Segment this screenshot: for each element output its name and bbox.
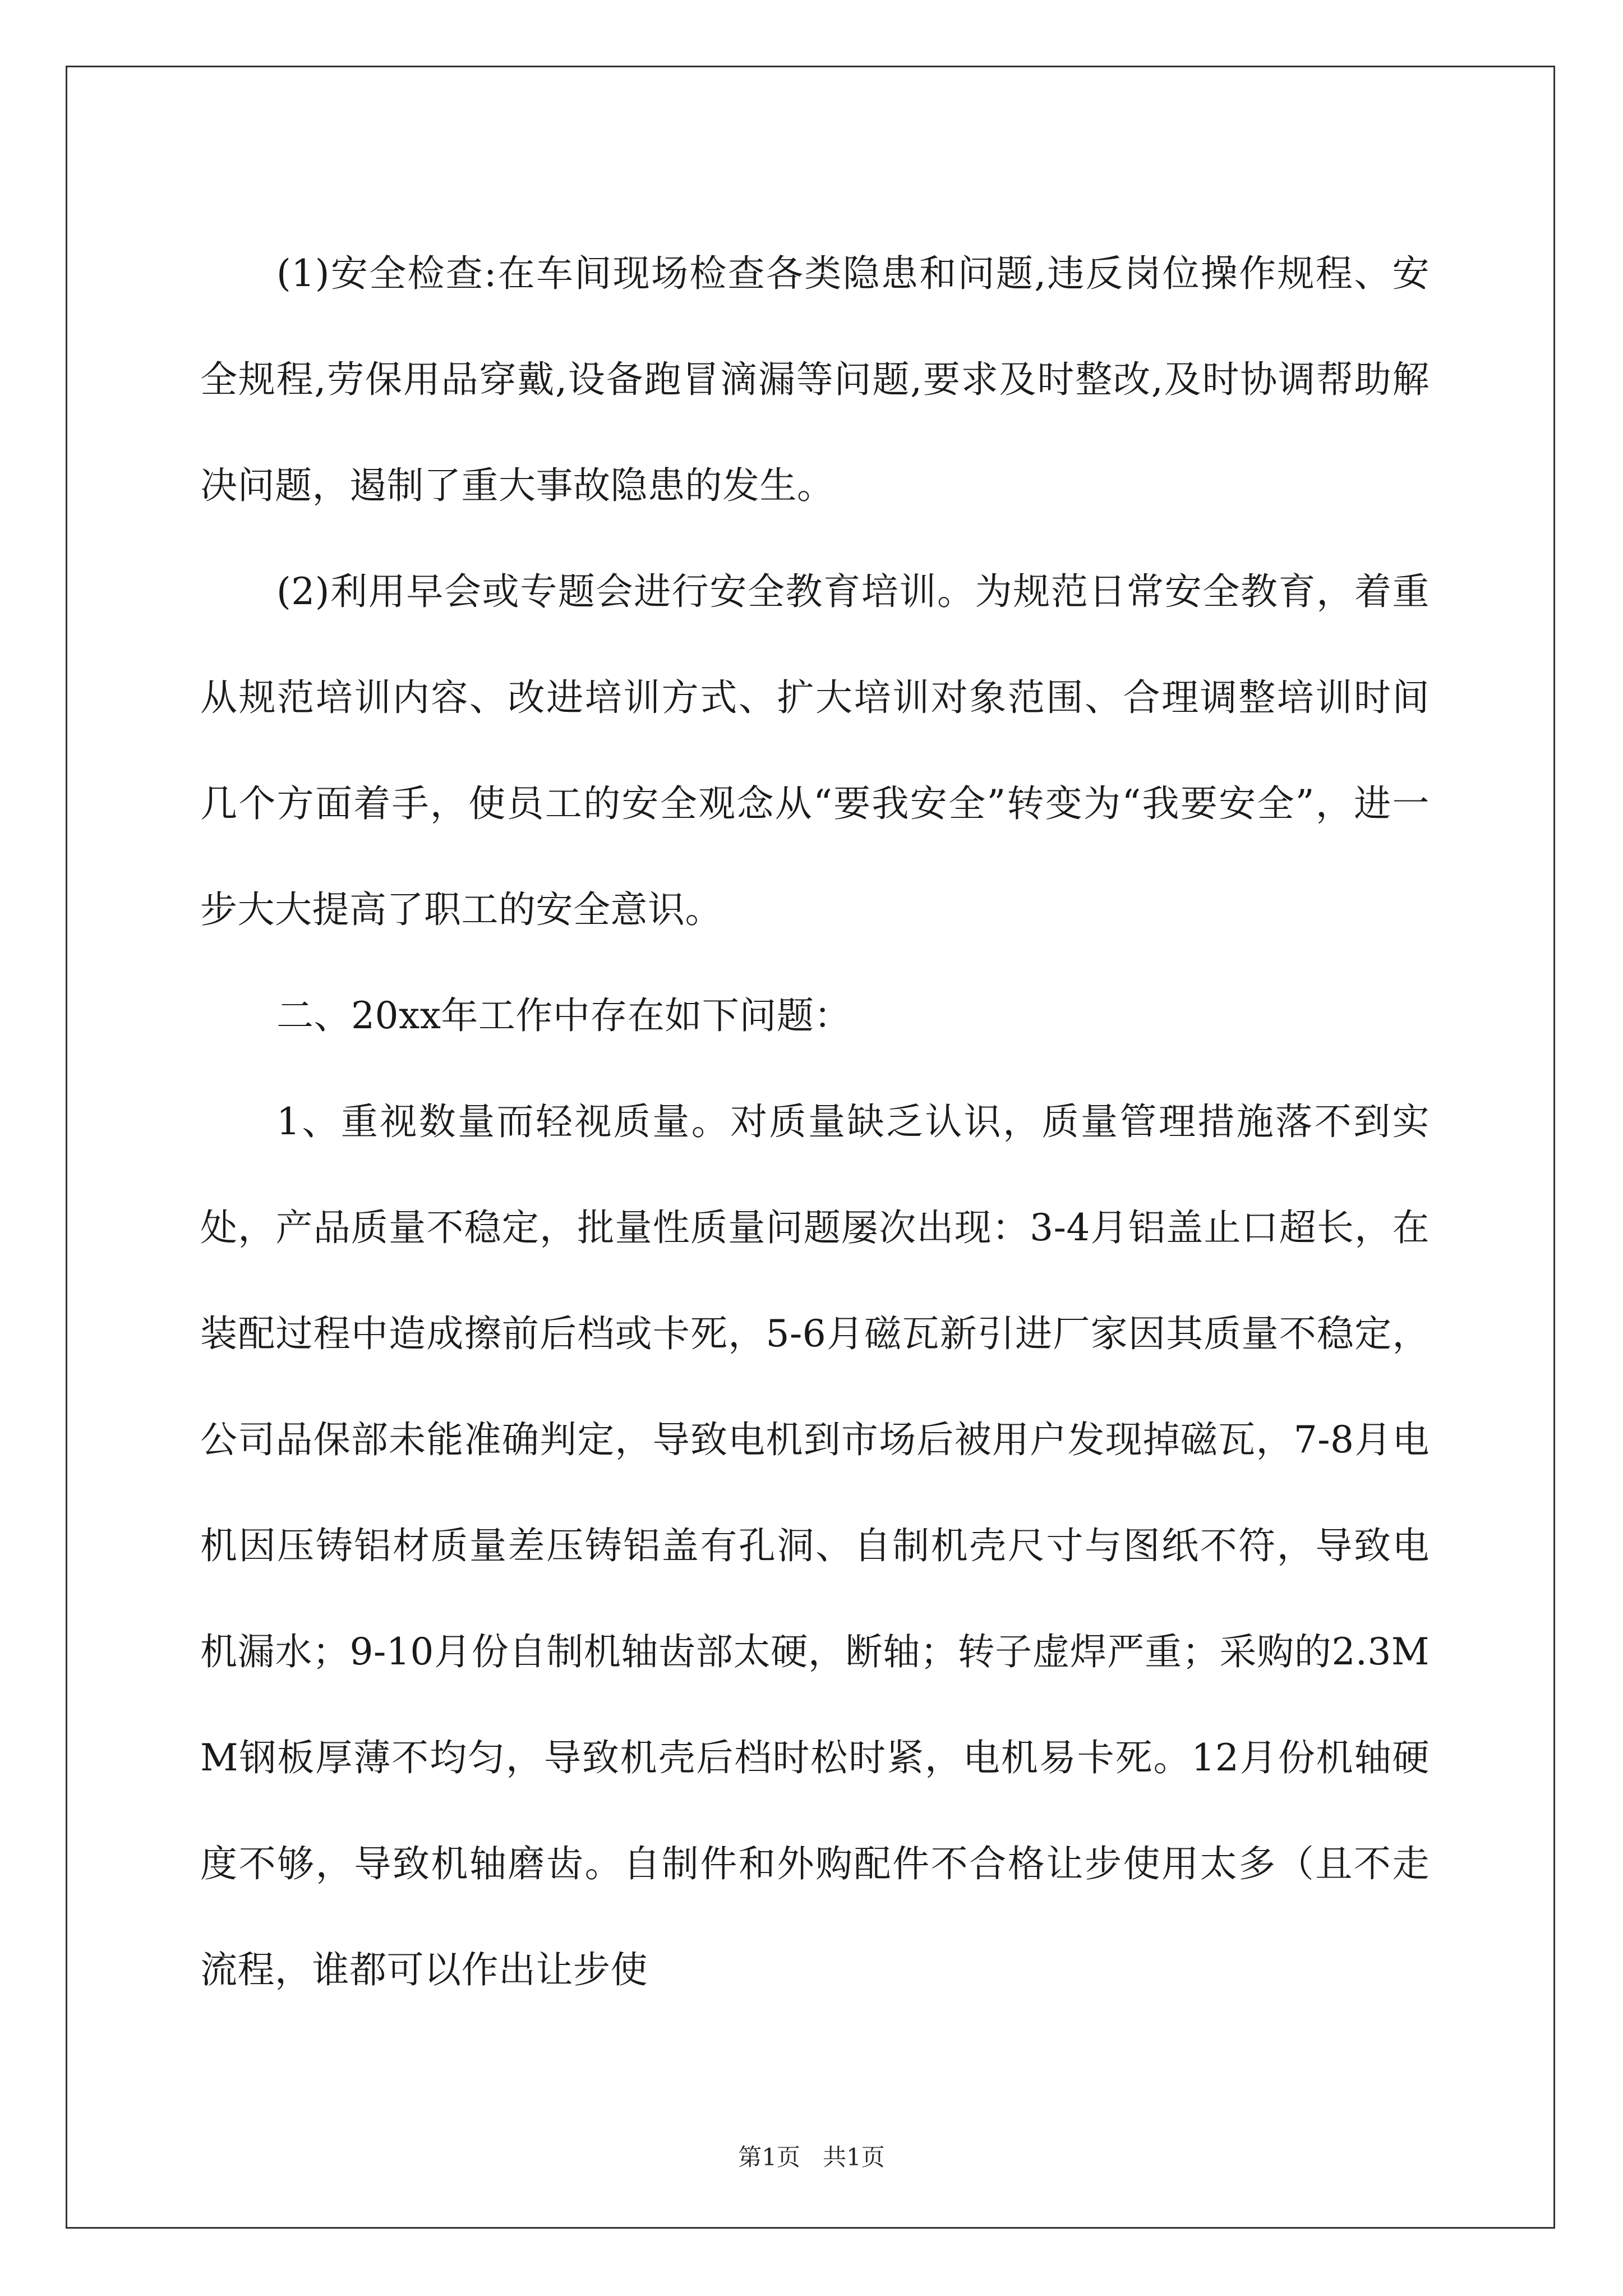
page-number-total: 共1页 — [823, 2143, 885, 2171]
paragraph-safety-inspection: (1)安全检查:在车间现场检查各类隐患和问题,违反岗位操作规程、安全规程,劳保用品穿戴,设备跑冒滴漏等问题,要求及时整改,及时协调帮助解决问题，遏制了重大事故隐患的发生。 — [200, 252, 1430, 507]
document-body — [200, 220, 1430, 2023]
paragraph-safety-training: (2)利用早会或专题会进行安全教育培训。为规范日常安全教育，着重从规范培训内容、改进培训方式、扩大培训对象范围、合理调整培训时间几个方面着手，使员工的安全观念从“要我安全”转变为“我要安全”，进一步大大提高了职工的安全意识。 — [200, 570, 1430, 931]
section-heading-problems: 二、20xx年工作中存在如下问题： — [276, 994, 851, 1037]
page-number-current: 第1页 — [738, 2143, 800, 2171]
page-footer — [0, 2141, 1623, 2174]
paragraph-quality-issues: 1、重视数量而轻视质量。对质量缺乏认识，质量管理措施落不到实处，产品质量不稳定，批量性质量问题屡次出现：3-4月铝盖止口超长，在装配过程中造成擦前后档或卡死，5-6月磁瓦新引进厂家因其质量不稳定，公司品保部未能准确判定，导致电机到市场后被用户发现掉磁瓦，7-8月电机因压铸铝材质量差压铸铝盖有孔洞、自制机壳尺寸与图纸不符，导致电机漏水；9-10月份自制机轴齿部太硬，断轴；转子虚焊严重；采购的2.3MM钢板厚薄不均匀，导致机壳后档时松时紧，电机易卡死。12月份机轴硬度不够，导致机轴磨齿。自制件和外购配件不合格让步使用太多（且不走流程，谁都可以作出让步使 — [200, 1100, 1430, 1991]
